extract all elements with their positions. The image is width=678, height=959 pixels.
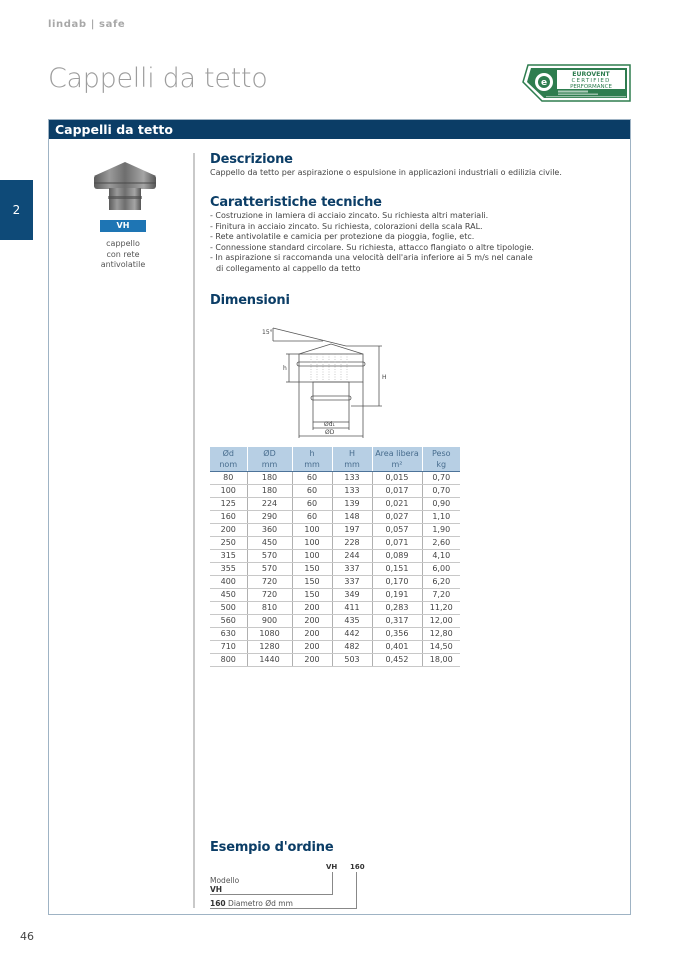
table-cell: 224 [247, 497, 292, 510]
svg-text:h: h [283, 365, 287, 372]
table-cell: 14,50 [422, 640, 460, 653]
table-cell: 355 [210, 562, 247, 575]
table-cell: 442 [332, 627, 372, 640]
table-row [210, 601, 460, 614]
technical-item: - In aspirazione si raccomanda una velocità dell'aria inferiore ai 5 m/s nel canale [210, 253, 533, 262]
table-row [210, 523, 460, 536]
table-cell: 244 [332, 549, 372, 562]
technical-list [210, 211, 534, 274]
table-cell: 1440 [247, 653, 292, 666]
table-cell: 450 [210, 588, 247, 601]
svg-text:ØD: ØD [325, 429, 335, 436]
table-cell: 411 [332, 601, 372, 614]
table-cell: 0,170 [372, 575, 422, 588]
dimensions-section [210, 293, 290, 308]
table-cell: 60 [292, 510, 332, 523]
table-cell: 0,015 [372, 471, 422, 484]
table-cell: 900 [247, 614, 292, 627]
table-cell: 0,401 [372, 640, 422, 653]
svg-text:H: H [382, 374, 387, 381]
column-divider [193, 153, 195, 908]
table-row [210, 575, 460, 588]
table-cell: 200 [292, 601, 332, 614]
table-cell: 100 [210, 484, 247, 497]
table-cell: 197 [332, 523, 372, 536]
table-cell: 6,00 [422, 562, 460, 575]
description-text: Cappello da tetto per aspirazione o espulsione in applicazioni industriali o edilizia civile. [210, 168, 562, 177]
table-cell: 150 [292, 562, 332, 575]
technical-item: - Rete antivolatile e camicia per protezione da pioggia, foglie, etc. [210, 232, 475, 241]
table-cell: 100 [292, 549, 332, 562]
table-cell: 570 [247, 549, 292, 562]
table-row [210, 562, 460, 575]
table-row [210, 588, 460, 601]
brand-label: lindab | safe [48, 19, 126, 30]
table-cell: 150 [292, 575, 332, 588]
table-cell: 0,191 [372, 588, 422, 601]
column-unit: nom [210, 459, 247, 471]
svg-text:EUROVENT: EUROVENT [572, 71, 610, 78]
table-cell: 2,60 [422, 536, 460, 549]
column-header: H [332, 447, 372, 459]
table-cell: 500 [210, 601, 247, 614]
table-cell: 482 [332, 640, 372, 653]
technical-heading: Caratteristiche tecniche [210, 195, 382, 210]
table-cell: 250 [210, 536, 247, 549]
table-cell: 0,70 [422, 471, 460, 484]
table-cell: 200 [292, 627, 332, 640]
table-cell: 148 [332, 510, 372, 523]
table-cell: 100 [292, 523, 332, 536]
svg-text:e: e [541, 78, 548, 88]
table-cell: 1,90 [422, 523, 460, 536]
page-number: 46 [20, 930, 34, 943]
table-cell: 0,017 [372, 484, 422, 497]
column-unit: mm [332, 459, 372, 471]
table-cell: 810 [247, 601, 292, 614]
table-cell: 0,70 [422, 484, 460, 497]
table-cell: 630 [210, 627, 247, 640]
table-cell: 349 [332, 588, 372, 601]
chapter-number: 2 [12, 203, 21, 217]
table-cell: 1080 [247, 627, 292, 640]
table-row [210, 497, 460, 510]
table-row [210, 640, 460, 653]
table-cell: 139 [332, 497, 372, 510]
table-cell: 180 [247, 471, 292, 484]
order-code-size: 160 [350, 863, 365, 871]
table-cell: 125 [210, 497, 247, 510]
table-cell: 6,20 [422, 575, 460, 588]
table-cell: 60 [292, 471, 332, 484]
table-cell: 1,10 [422, 510, 460, 523]
table-cell: 0,021 [372, 497, 422, 510]
table-cell: 150 [292, 588, 332, 601]
table-cell: 200 [210, 523, 247, 536]
table-cell: 720 [247, 575, 292, 588]
technical-item: - Finitura in acciaio zincato. Su richiesta, colorazioni della scala RAL. [210, 221, 483, 231]
table-cell: 80 [210, 471, 247, 484]
page-title: Cappelli da tetto [48, 63, 268, 94]
order-size-line: 160 Diametro Ød mm [210, 899, 293, 908]
table-cell: 160 [210, 510, 247, 523]
table-cell: 560 [210, 614, 247, 627]
table-row [210, 536, 460, 549]
table-cell: 0,356 [372, 627, 422, 640]
table-cell: 11,20 [422, 601, 460, 614]
table-cell: 12,80 [422, 627, 460, 640]
dimension-diagram [261, 324, 401, 441]
column-header: Ød [210, 447, 247, 459]
technical-item: - Connessione standard circolare. Su richiesta, attacco flangiato o altre tipologie. [210, 242, 534, 252]
table-cell: 0,317 [372, 614, 422, 627]
table-cell: 0,151 [372, 562, 422, 575]
order-example-section [210, 840, 390, 910]
svg-text:Ød₁: Ød₁ [324, 421, 335, 428]
table-row [210, 549, 460, 562]
table-cell: 315 [210, 549, 247, 562]
dimensions-table [210, 447, 460, 667]
table-cell: 0,089 [372, 549, 422, 562]
table-cell: 337 [332, 575, 372, 588]
table-cell: 1280 [247, 640, 292, 653]
svg-text:CERTIFIED: CERTIFIED [571, 78, 611, 84]
order-code-model: VH [326, 863, 338, 871]
description-heading: Descrizione [210, 152, 293, 167]
chapter-tab[interactable] [0, 180, 33, 240]
table-cell: 200 [292, 640, 332, 653]
table-cell: 0,071 [372, 536, 422, 549]
table-cell: 60 [292, 484, 332, 497]
table-cell: 0,283 [372, 601, 422, 614]
table-cell: 133 [332, 471, 372, 484]
table-cell: 0,452 [372, 653, 422, 666]
table-cell: 228 [332, 536, 372, 549]
table-cell: 18,00 [422, 653, 460, 666]
table-header-row [210, 447, 460, 459]
table-cell: 0,027 [372, 510, 422, 523]
table-cell: 100 [292, 536, 332, 549]
order-model-label: Modello [210, 876, 240, 885]
table-row [210, 653, 460, 666]
table-cell: 360 [247, 523, 292, 536]
table-cell: 290 [247, 510, 292, 523]
column-unit: m² [372, 459, 422, 471]
table-row [210, 614, 460, 627]
product-caption: cappello con rete antivolatile [100, 239, 146, 269]
table-row [210, 627, 460, 640]
table-row [210, 484, 460, 497]
table-cell: 710 [210, 640, 247, 653]
table-units-row [210, 459, 460, 471]
description-section [210, 152, 562, 179]
svg-text:15°: 15° [262, 329, 273, 336]
table-cell: 720 [247, 588, 292, 601]
panel-title: Cappelli da tetto [49, 120, 630, 139]
table-row [210, 510, 460, 523]
column-header: Peso [422, 447, 460, 459]
column-header: Area libera [372, 447, 422, 459]
technical-item: - Costruzione in lamiera di acciaio zincato. Su richiesta altri materiali. [210, 211, 489, 220]
column-unit: kg [422, 459, 460, 471]
table-cell: 60 [292, 497, 332, 510]
table-cell: 800 [210, 653, 247, 666]
table-row [210, 471, 460, 484]
product-panel [48, 119, 631, 915]
order-example-heading: Esempio d'ordine [210, 840, 334, 855]
table-cell: 0,057 [372, 523, 422, 536]
technical-section [210, 195, 534, 274]
table-cell: 7,20 [422, 588, 460, 601]
column-unit: mm [247, 459, 292, 471]
table-cell: 200 [292, 653, 332, 666]
table-cell: 200 [292, 614, 332, 627]
column-unit: mm [292, 459, 332, 471]
table-cell: 4,10 [422, 549, 460, 562]
table-cell: 133 [332, 484, 372, 497]
table-cell: 400 [210, 575, 247, 588]
table-cell: 570 [247, 562, 292, 575]
table-cell: 12,00 [422, 614, 460, 627]
table-cell: 180 [247, 484, 292, 497]
table-cell: 337 [332, 562, 372, 575]
roof-cap-product-image [92, 158, 158, 212]
dimensions-heading: Dimensioni [210, 293, 290, 308]
table-cell: 503 [332, 653, 372, 666]
table-cell: 450 [247, 536, 292, 549]
column-header: h [292, 447, 332, 459]
table-cell: 435 [332, 614, 372, 627]
order-model-value: VH [210, 885, 223, 894]
product-code-badge: VH [100, 220, 146, 232]
table-cell: 0,90 [422, 497, 460, 510]
eurovent-certification-logo [522, 64, 631, 102]
technical-item: di collegamento al cappello da tetto [216, 263, 361, 273]
column-header: ØD [247, 447, 292, 459]
svg-text:PERFORMANCE: PERFORMANCE [570, 84, 612, 90]
